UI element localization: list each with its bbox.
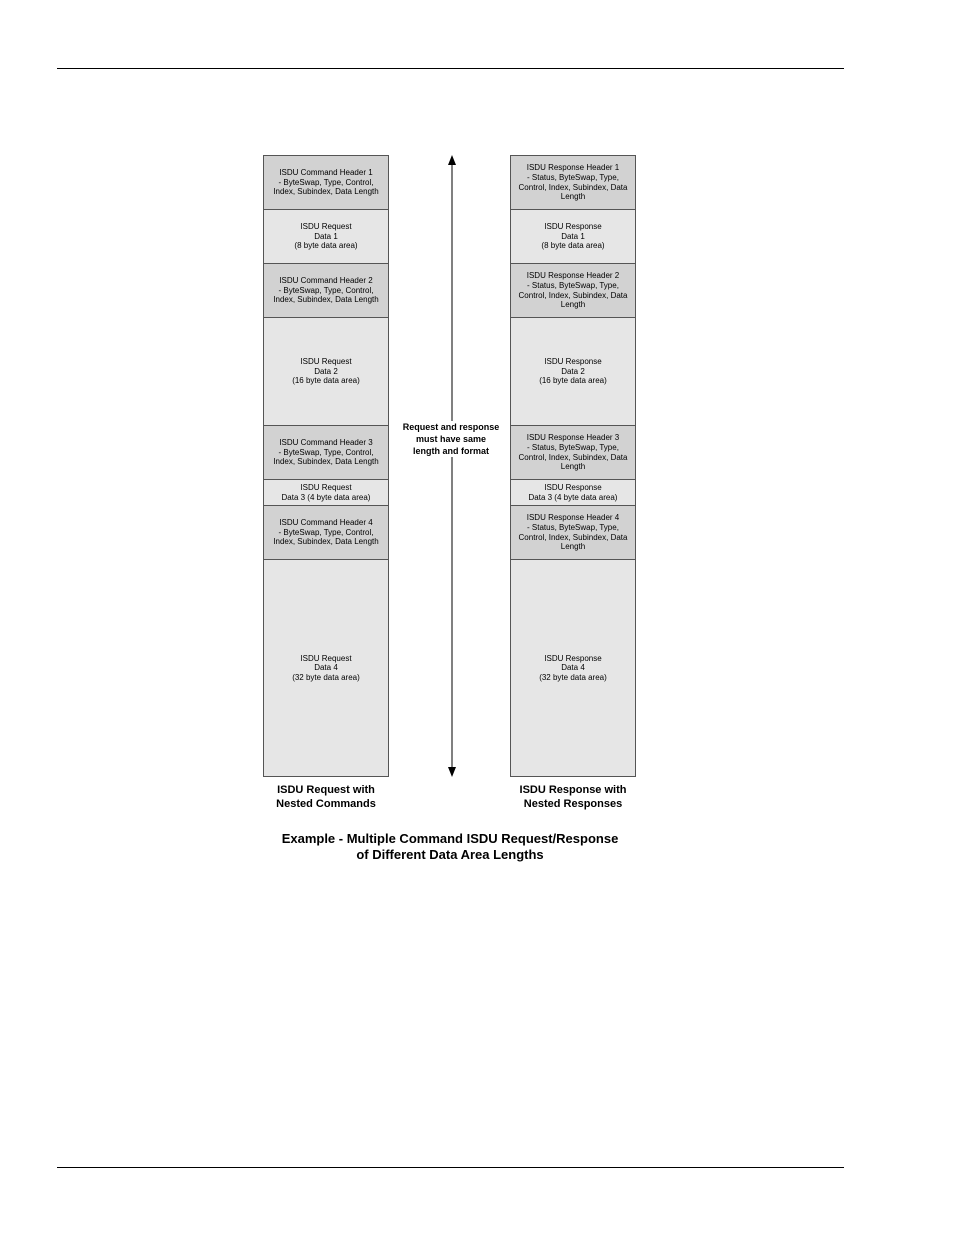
request-command-header-2: ISDU Command Header 2 - ByteSwap, Type, Control, Index, Subindex, Data Length [264,264,388,318]
response-data-4: ISDU Response Data 4 (32 byte data area) [511,560,635,776]
request-column-caption: ISDU Request with Nested Commands [276,784,376,810]
response-data-3: ISDU Response Data 3 (4 byte data area) [511,480,635,506]
response-data-2: ISDU Response Data 2 (16 byte data area) [511,318,635,426]
same-length-arrow [392,155,510,777]
request-data-3: ISDU Request Data 3 (4 byte data area) [264,480,388,506]
center-note: Request and response must have same length and format [392,421,510,457]
request-command-header-1: ISDU Command Header 1 - ByteSwap, Type, Control, Index, Subindex, Data Length [264,156,388,210]
top-rule [57,68,844,69]
isdu-request-column [263,155,389,777]
request-data-4: ISDU Request Data 4 (32 byte data area) [264,560,388,776]
double-arrow-icon [392,155,510,777]
figure-caption: Example - Multiple Command ISDU Request/Response of Different Data Area Lengths [281,831,619,862]
request-command-header-3: ISDU Command Header 3 - ByteSwap, Type, Control, Index, Subindex, Data Length [264,426,388,480]
response-header-4: ISDU Response Header 4 - Status, ByteSwap, Type, Control, Index, Subindex, Data Length [511,506,635,560]
response-header-2: ISDU Response Header 2 - Status, ByteSwap, Type, Control, Index, Subindex, Data Length [511,264,635,318]
response-header-3: ISDU Response Header 3 - Status, ByteSwap, Type, Control, Index, Subindex, Data Length [511,426,635,480]
response-header-1: ISDU Response Header 1 - Status, ByteSwap, Type, Control, Index, Subindex, Data Length [511,156,635,210]
request-command-header-4: ISDU Command Header 4 - ByteSwap, Type, Control, Index, Subindex, Data Length [264,506,388,560]
response-data-1: ISDU Response Data 1 (8 byte data area) [511,210,635,264]
bottom-rule [57,1167,844,1168]
response-column-caption: ISDU Response with Nested Responses [519,784,627,810]
isdu-response-column [510,155,636,777]
request-data-2: ISDU Request Data 2 (16 byte data area) [264,318,388,426]
request-data-1: ISDU Request Data 1 (8 byte data area) [264,210,388,264]
